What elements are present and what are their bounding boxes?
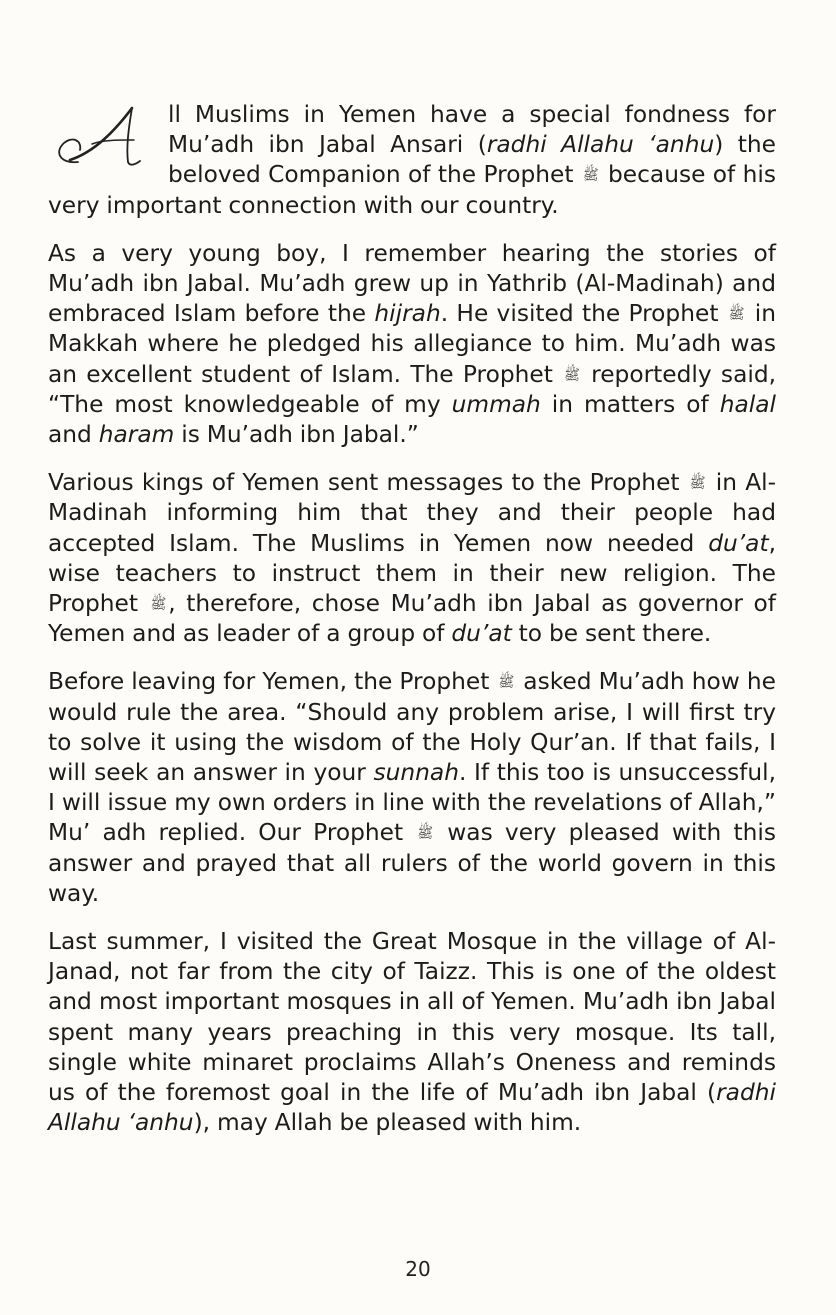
- italic-term: du’at: [708, 529, 769, 557]
- text-run: in Al-Madinah informing him that they and their people had accepted Islam. The Muslims in Yemen now needed: [48, 469, 777, 557]
- italic-term: haram: [98, 421, 175, 449]
- text-run: . If this too is unsuccessful, I will issue my own orders in line with the revelations of Allah,” Mu’ adh replied. Our Prophet: [48, 759, 776, 847]
- text-run: , wise teachers to instruct them in their new religion. The Prophet: [48, 529, 776, 618]
- text-run: was very pleased with this answer and prayed that all rulers of the world govern in this way.: [48, 819, 777, 907]
- text-run: reportedly said, “The most knowledgeable of my: [48, 360, 777, 418]
- italic-term: hijrah: [374, 300, 441, 328]
- page-number: 20: [405, 1257, 431, 1281]
- page-body: [48, 100, 776, 1157]
- salawat-glyph: ﷺ: [498, 674, 515, 692]
- italic-term: halal: [719, 390, 777, 418]
- paragraph-2: [48, 239, 776, 450]
- salawat-glyph: ﷺ: [417, 825, 434, 843]
- text-run: , therefore, chose Mu’adh ibn Jabal as governor of Yemen and as leader of a group of: [48, 590, 777, 648]
- text-run: Before leaving for Yemen, the Prophet: [48, 668, 490, 696]
- text-run: in Makkah where he pledged his allegiance to him. Mu’adh was an excellent student of Islam. The Prophet: [48, 300, 777, 388]
- salawat-glyph: ﷺ: [150, 595, 167, 614]
- text-run: in matters of: [540, 390, 720, 418]
- salawat-glyph: ﷺ: [689, 475, 706, 493]
- text-run: Last summer, I visited the Great Mosque in the village of Al-Janad, not far from the city of Taizz. This is one of the oldest and most important mosques in all of Yemen. Mu’adh ibn Jabal spent many years preaching in this very mosque. Its tall, single white minaret proclaims Allah’s Oneness and reminds us of the foremost goal in the life of Mu’adh ibn Jabal (: [48, 928, 776, 1107]
- dropcap-letter-a: [48, 106, 160, 168]
- text-run: asked Mu’adh how he would rule the area. “Should any problem arise, I will first try to solve it using the wisdom of the Holy Qur’an. If that fails, I will seek an answer in your: [48, 668, 777, 787]
- text-run: because of his very important connection with our country.: [48, 161, 777, 219]
- salawat-glyph: ﷺ: [728, 306, 745, 324]
- italic-term: radhi Allahu ‘anhu: [48, 1079, 776, 1137]
- text-run: Various kings of Yemen sent messages to the Prophet: [48, 469, 680, 497]
- paragraph-4: [48, 667, 776, 909]
- paragraph-5: [48, 927, 776, 1138]
- paragraph-3: [48, 468, 776, 649]
- text-run: ll Muslims in Yemen have a special fondness for Mu’adh ibn Jabal Ansari (: [168, 101, 776, 159]
- text-run: and: [48, 421, 99, 449]
- text-run: ) the beloved Companion of the Prophet: [168, 131, 776, 189]
- text-run: to be sent there.: [511, 620, 712, 648]
- salawat-glyph: ﷺ: [582, 167, 599, 185]
- italic-term: ummah: [451, 390, 541, 418]
- italic-term: radhi Allahu ‘anhu: [486, 131, 715, 159]
- italic-term: du’at: [451, 620, 512, 648]
- text-run: As a very young boy, I remember hearing the stories of Mu’adh ibn Jabal. Mu’adh grew up in Yathrib (Al-Madinah) and embraced Islam before the: [48, 239, 776, 328]
- text-run: . He visited the Prophet: [440, 300, 719, 328]
- paragraph-1: [48, 100, 776, 221]
- italic-term: sunnah: [373, 759, 459, 787]
- text-run: is Mu’adh ibn Jabal.”: [174, 421, 419, 449]
- text-run: ), may Allah be pleased with him.: [193, 1109, 582, 1137]
- salawat-glyph: ﷺ: [564, 366, 580, 384]
